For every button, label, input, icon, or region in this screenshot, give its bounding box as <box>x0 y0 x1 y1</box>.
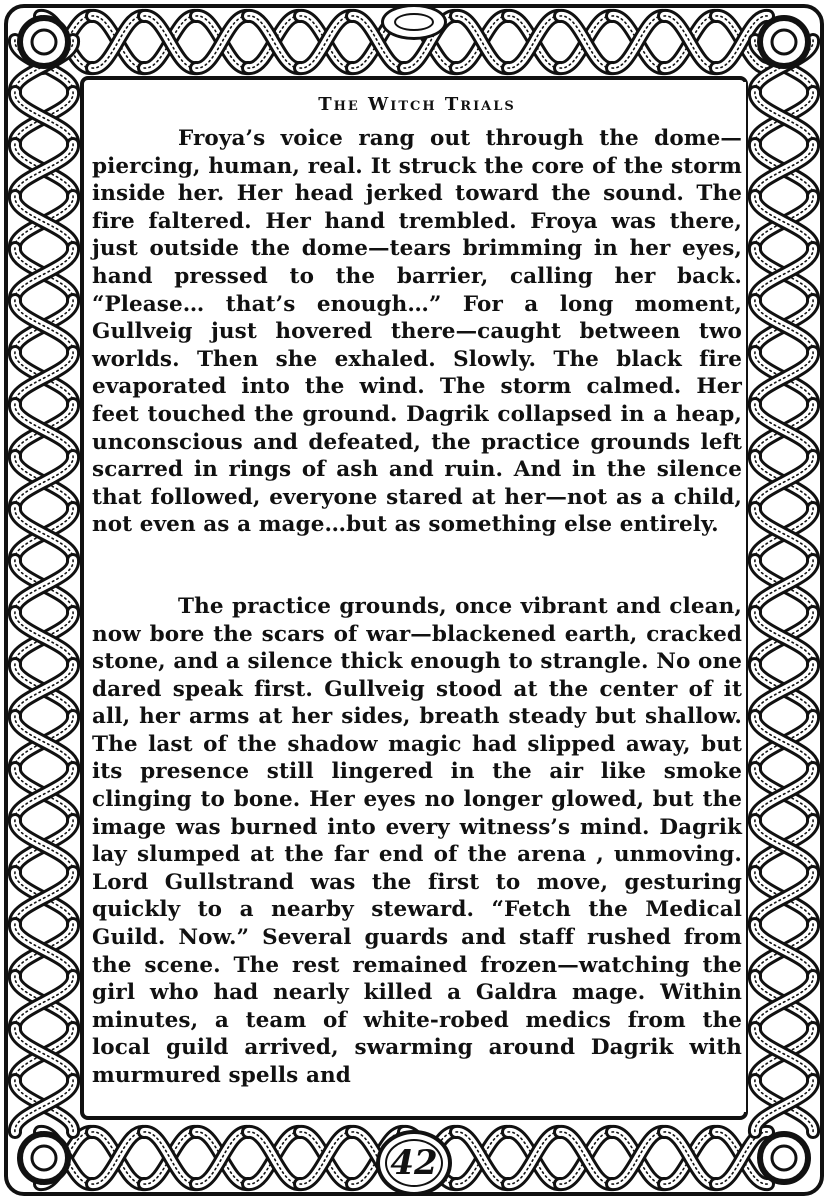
top-knot-medallion <box>381 4 447 40</box>
body-paragraph-2: The practice grounds, once vibrant and clean, now bore the scars of war—blackened earth, cracked stone, and a silence thick enough to strangle. No one dared speak first. Gullveig stood at the center of it all, her arms at her sides, breath steady but shallow. The last of the shadow magic had slipped away, but its presence still lingered in the air like smoke clinging to bone. Her eyes no longer glowed, but the image was burned into every witness’s mind. Dagrik lay slumped at the far end of the arena , unmoving. Lord Gullstrand was the first to move, gesturing quickly to a nearby steward. “Fetch the Medical Guild. Now.” Several guards and staff rushed from the scene. The rest remained frozen—watching the girl who had nearly killed a Galdra mage. Within minutes, a team of white-robed medics from the local guild arrived, swarming around Dagrik with murmured spells and <box>92 593 742 1088</box>
page-number: 42 <box>390 1143 438 1183</box>
text-panel <box>88 82 746 1112</box>
page-number-medallion <box>376 1130 452 1196</box>
chapter-title: The Witch Trials <box>318 94 516 115</box>
body-paragraph-1: Froya’s voice rang out through the dome—piercing, human, real. It struck the core of the storm inside her. Her head jerked toward the sound. The fire faltered. Her hand trembled. Froya was there, just outside the dome—tears brimming in her eyes, hand pressed to the barrier, calling her back. “Please… that’s enough…” For a long moment, Gullveig just hovered there—caught between two worlds. Then she exhaled. Slowly. The black fire evaporated into the wind. The storm calmed. Her feet touched the ground. Dagrik collapsed in a heap, unconscious and defeated, the practice grounds left scarred in rings of ash and ruin. And in the silence that followed, everyone stared at her—not as a child, not even as a mage…but as something else entirely. <box>92 126 742 538</box>
